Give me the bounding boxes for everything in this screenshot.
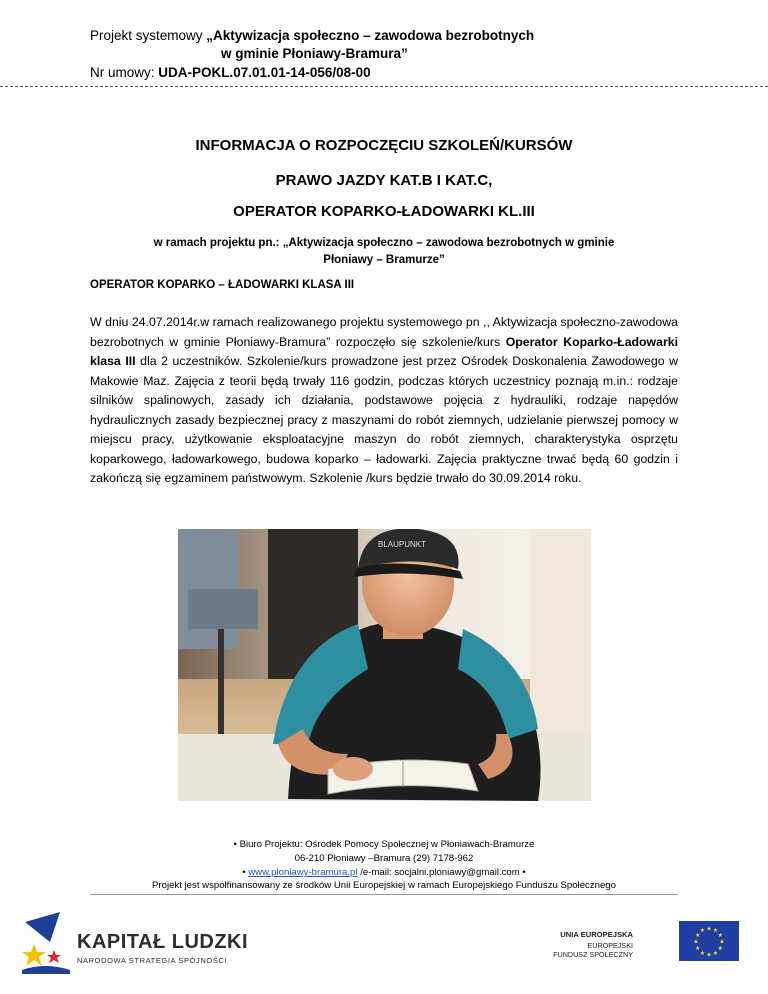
subtitle-line1: w ramach projektu pn.: „Aktywizacja społeczno – zawodowa bezrobotnych w gminie: [153, 237, 615, 249]
body-part2: dla 2 uczestników. Szkolenie/kurs prowadzone jest przez Ośrodek Doskonalenia Zawodowego w Makowie Maz. Zajęcia z teorii będą trwały 116 godzin, podczas których uczestnicy poznają m.in.: rodzaje silników spalinowych, zasady ich działania, podstawowe pojęcia z hydrauliki, rodzaje napędów hydraulicznych zasady bezpiecznej pracy z maszynami do robót ziemnych, udzielanie pierwszej pomocy w miejscu pracy, użytkowanie eksploatacyjne maszyn do robót ziemnych, charakterystyka osprzętu koparkowego, ładowarkowego, budowa koparko – ładowarki. Zajęcia praktyczne trwać będą 60 godzin i zakończą się egzaminem państwowym. Szkolenie /kurs będzie trwało do 30.09.2014 roku.: [90, 354, 678, 485]
project-header-line2: [221, 45, 408, 63]
footer-bullet: •: [242, 867, 249, 878]
eu-line1: UNIA EUROPEJSKA: [560, 930, 633, 939]
kapital-ludzki-title: KAPITAŁ LUDZKI: [77, 931, 249, 953]
eu-line3: FUNDUSZ SPOŁECZNY: [553, 950, 633, 959]
project-name-line2: w gminie Płoniawy-Bramura”: [221, 46, 408, 61]
eu-star-icon: ★: [712, 928, 719, 935]
student-photo: [178, 529, 591, 801]
eu-star-icon: ★: [695, 933, 701, 939]
eu-star-icon: ★: [717, 946, 723, 952]
subtitle-line2: Płoniawy – Bramurze”: [323, 254, 445, 266]
footer-line2: 06-210 Płoniawy –Bramura (29) 7178-962: [294, 853, 474, 864]
cap-logo-text: BLAUPUNKT: [378, 540, 427, 549]
kapital-ludzki-subtitle: NARODOWA STRATEGIA SPÓJNOŚCI: [77, 956, 228, 965]
eu-star-icon: ★: [699, 950, 706, 957]
eu-star-icon: ★: [712, 950, 719, 957]
contract-prefix: Nr umowy:: [90, 65, 159, 80]
project-prefix: Projekt systemowy: [90, 28, 207, 43]
footer-divider: [90, 894, 678, 895]
eu-line2: EUROPEJSKI: [587, 941, 633, 950]
eu-star-icon: ★: [706, 952, 712, 959]
contract-number: UDA-POKL.07.01.01-14-056/08-00: [158, 65, 371, 80]
title-line3: OPERATOR KOPARKO-ŁADOWARKI KL.III: [233, 203, 535, 220]
website-link[interactable]: www.ploniawy-bramura.pl: [248, 867, 358, 878]
title-line1: INFORMACJA O ROZPOCZĘCIU SZKOLEŃ/KURSÓW: [195, 137, 573, 154]
eu-star-icon: ★: [699, 928, 706, 935]
eu-star-icon: ★: [695, 946, 701, 952]
footer-line3: [0, 866, 768, 880]
footer-line4: Projekt jest współfinansowany ze środków Unii Europejskiej w ramach Europejskiego Funduszu Społecznego: [152, 880, 616, 891]
eu-flag-icon: [679, 921, 739, 961]
body-part1: W dniu 24.07.2014r.w ramach realizowanego projektu systemowego pn ,, Aktywizacja społeczno-zawodowa bezrobotnych w gminie Płoniawy-Bramura” rozpoczęło się szkolenie/kurs: [90, 315, 678, 349]
header-divider: [0, 86, 768, 87]
body-paragraph: [90, 313, 678, 489]
contract-line: [90, 64, 371, 82]
eu-star-icon: ★: [717, 933, 723, 939]
footer-line1: • Biuro Projektu: Ośrodek Pomocy Społecznej w Płoniawach-Bramurze: [233, 839, 535, 850]
section-heading: OPERATOR KOPARKO – ŁADOWARKI KLASA III: [90, 279, 355, 291]
eu-star-icon: ★: [706, 926, 712, 933]
title-line2: PRAWO JAZDY KAT.B I KAT.C,: [275, 172, 493, 189]
eu-star-icon: ★: [719, 939, 725, 946]
project-name: „Aktywizacja społeczno – zawodowa bezrobotnych: [206, 28, 535, 43]
email-text: /e-mail: socjalni.ploniawy@gmail.com •: [357, 867, 526, 878]
eu-star-icon: ★: [693, 939, 699, 946]
kapital-ludzki-emblem-icon: [20, 912, 75, 974]
project-header-line1: [90, 27, 534, 45]
course-name: Operator Koparko-Ładowarki klasa III: [90, 334, 678, 368]
